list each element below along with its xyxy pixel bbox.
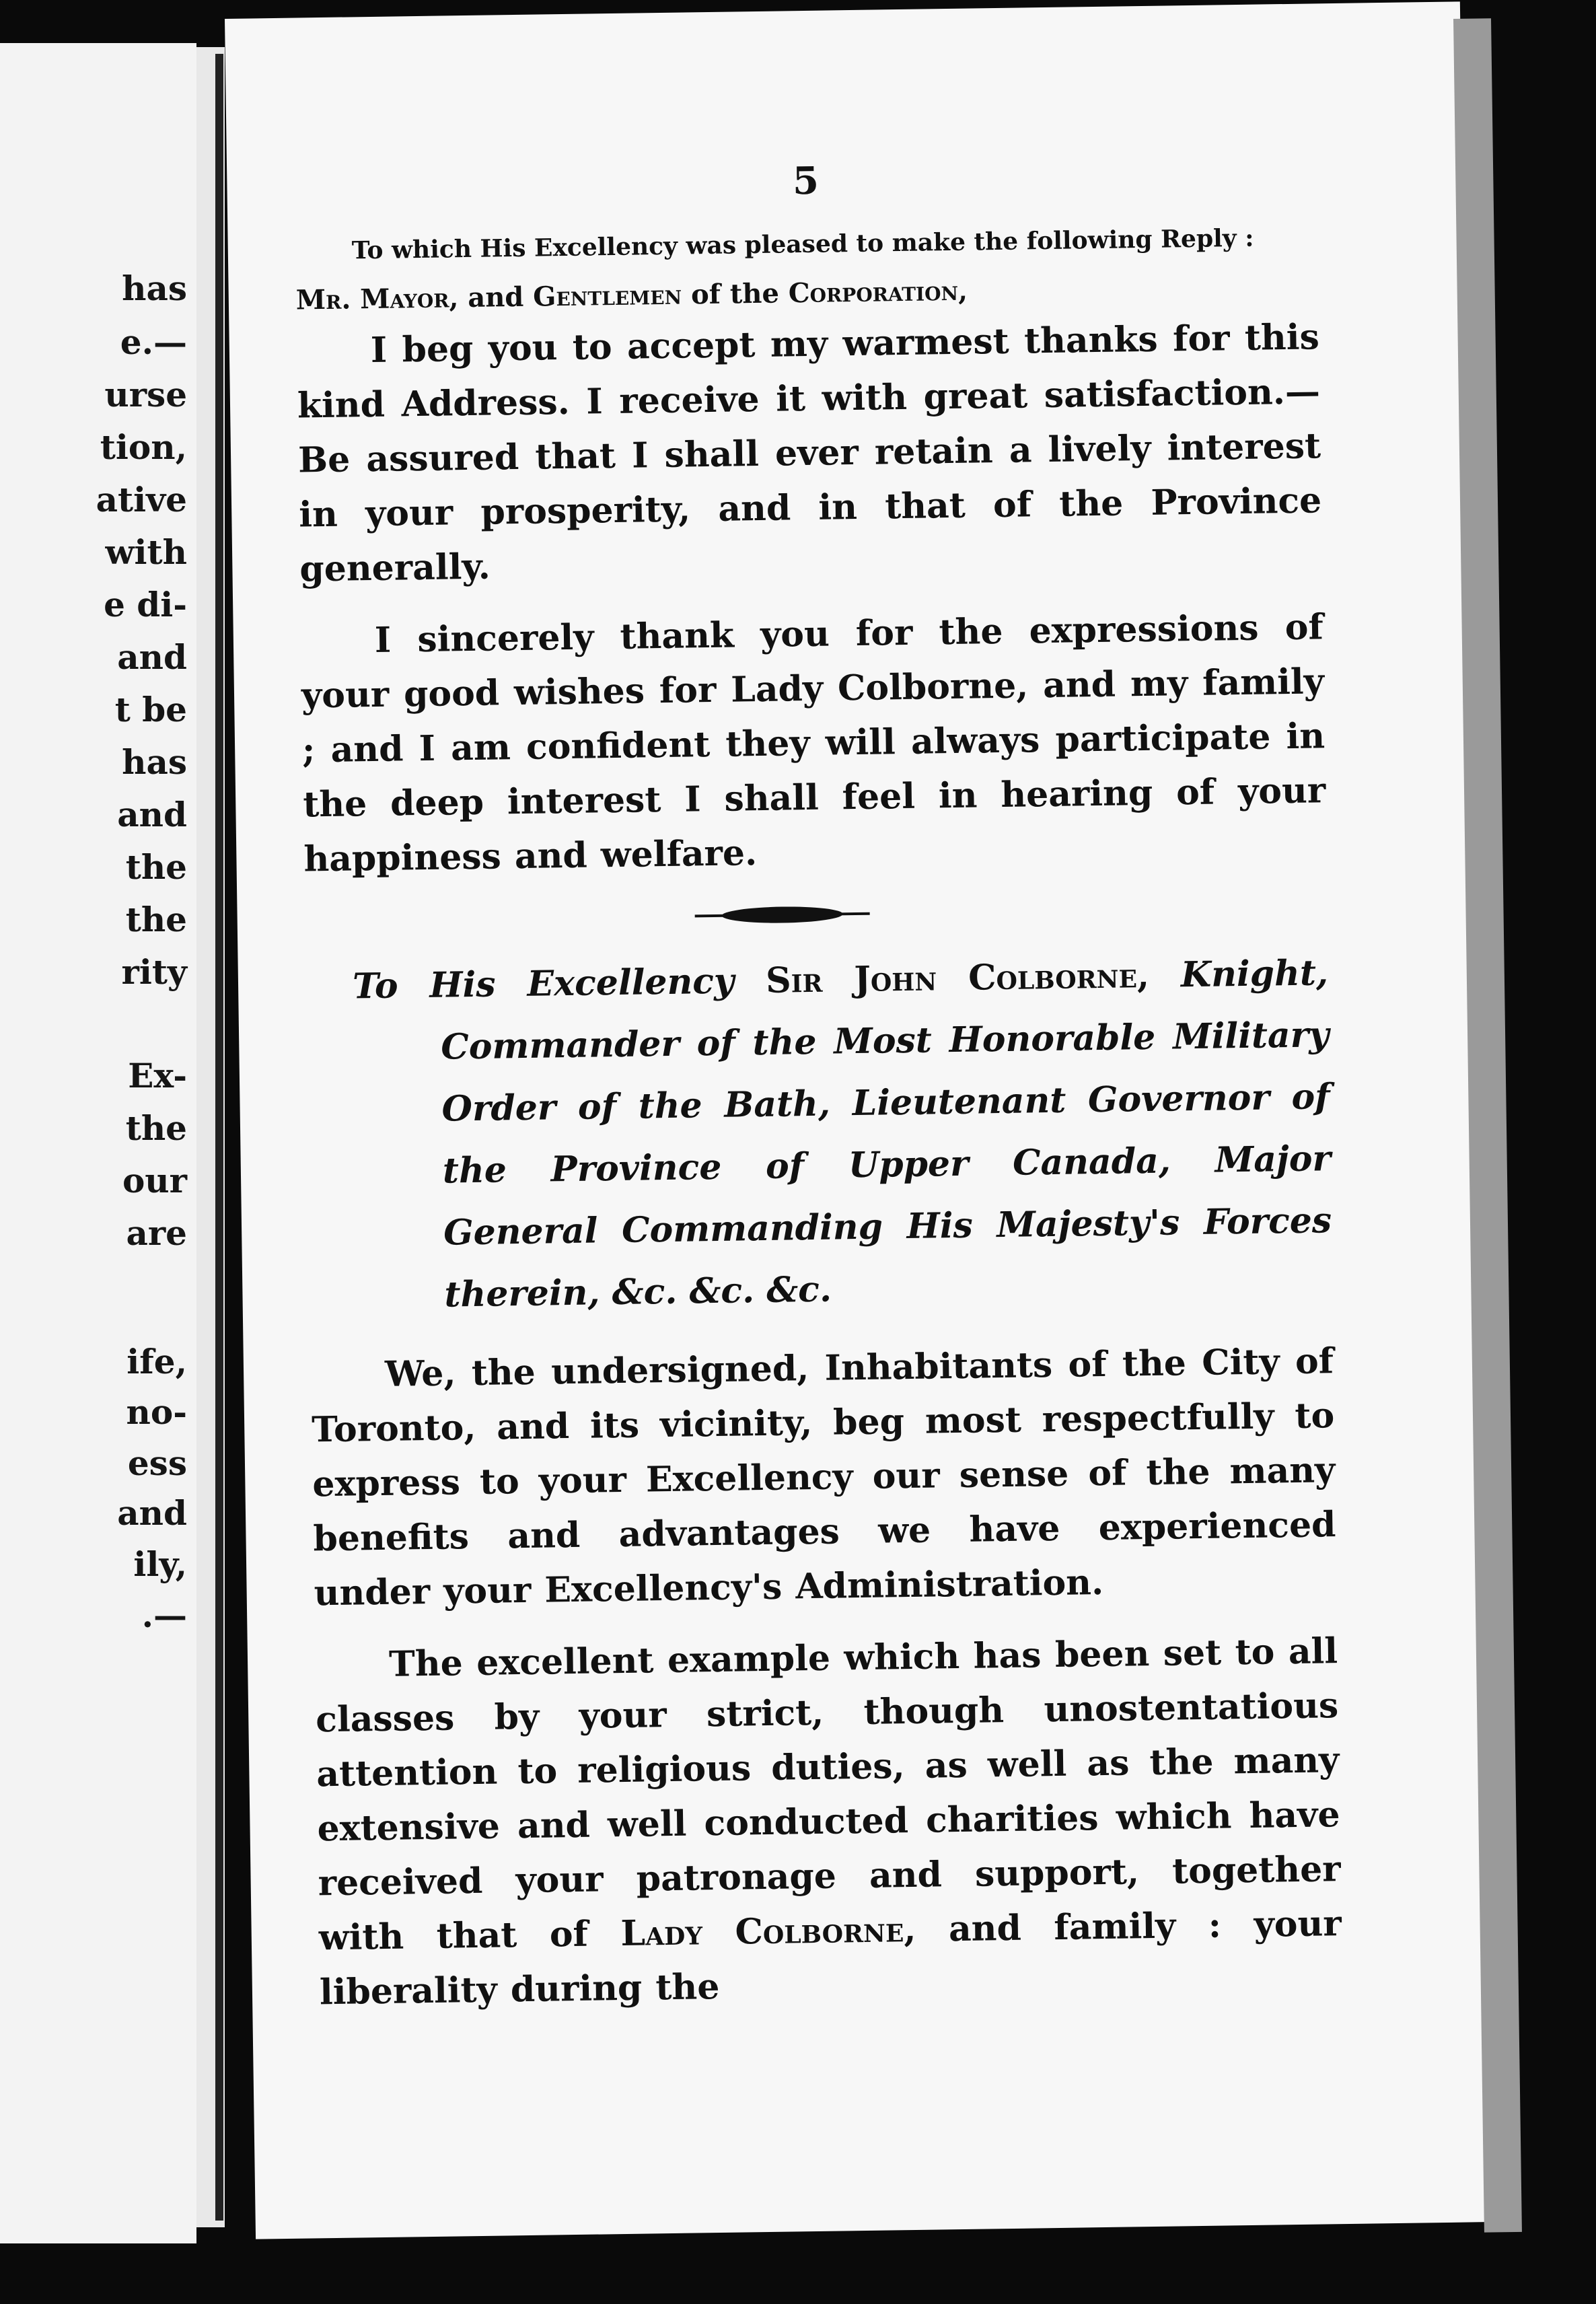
left-fragment: has bbox=[122, 742, 187, 782]
ornamental-divider bbox=[304, 880, 1328, 948]
gutter-shadow-line bbox=[215, 54, 223, 2221]
page-content bbox=[294, 151, 1342, 2019]
left-fragment: .— bbox=[141, 1595, 187, 1635]
left-fragment: ative bbox=[96, 480, 187, 519]
left-fragment: ily, bbox=[133, 1544, 187, 1584]
left-fragment: has bbox=[122, 268, 187, 308]
left-fragment: the bbox=[125, 1108, 187, 1148]
left-fragment: e.— bbox=[120, 322, 187, 362]
left-fragment: ife, bbox=[126, 1342, 187, 1381]
left-page bbox=[0, 43, 196, 2243]
address-paragraph bbox=[315, 1624, 1343, 2019]
left-fragment: rity bbox=[121, 952, 187, 992]
left-fragment: the bbox=[125, 900, 187, 939]
left-fragment: and bbox=[117, 637, 187, 677]
address-heading-to: To His Excellency bbox=[352, 960, 766, 1007]
address-heading-name: Sir John Colborne, bbox=[765, 954, 1150, 1001]
salutation bbox=[296, 270, 1319, 316]
reply-paragraph: I sincerely thank you for the expressions of your good wishes for Lady Colborne, and my family ; and I am confident they will always participate in the deep interest I shall feel in hearing of your happiness and welfare. bbox=[301, 606, 1326, 880]
left-fragment: e di- bbox=[104, 585, 187, 624]
address-heading bbox=[305, 942, 1333, 1328]
right-page bbox=[225, 1, 1491, 2239]
left-fragment: ess bbox=[127, 1443, 187, 1483]
left-fragment: our bbox=[122, 1161, 187, 1200]
address-paragraph: We, the undersigned, Inhabitants of the City of Toronto, and its vicinity, beg most respectfully to express to your Excellency our sense of the many benefits and advantages we have experienced under your Excellency's Administration. bbox=[311, 1340, 1336, 1614]
left-fragment: no- bbox=[126, 1392, 187, 1432]
lady-colborne-name: Lady Colborne, bbox=[620, 1908, 916, 1955]
reply-intro: To which His Excellency was pleased to make the following Reply : bbox=[351, 223, 1254, 265]
reply-paragraph: I beg you to accept my warmest thanks for this kind Address. I receive it with great satisfaction.—Be assured that I shall ever retain a lively interest in your prosperity, and in that of the Province generally. bbox=[297, 316, 1322, 590]
left-fragment: tion, bbox=[100, 427, 187, 467]
salutation-corporation: Corporation, bbox=[788, 275, 968, 310]
salutation-mr-mayor: Mr. Mayor, bbox=[295, 282, 459, 316]
left-fragment: are bbox=[126, 1213, 187, 1253]
salutation-of-the: of the bbox=[681, 277, 789, 311]
address-paragraph-text: The excellent example which has been set to all classes by your strict, though unostentatious attention to religious duties, as well as the many extensive and well conducted charities which have received your patronage and support, together with that of bbox=[315, 1630, 1341, 1959]
address-paragraph-text-end: and family : your liberality during the bbox=[319, 1903, 1342, 2013]
left-fragment: and bbox=[117, 795, 187, 834]
page-number: 5 bbox=[792, 158, 820, 204]
salutation-gentlemen: Gentlemen bbox=[532, 279, 682, 313]
left-fragment: Ex- bbox=[128, 1056, 187, 1095]
left-fragment: and bbox=[117, 1493, 187, 1533]
left-fragment: urse bbox=[104, 375, 187, 415]
left-fragment: the bbox=[125, 847, 187, 887]
salutation-and: and bbox=[458, 281, 534, 314]
divider-ornament bbox=[722, 906, 843, 924]
address-heading-titles: Knight, Commander of the Most Honorable Military Order of the Bath, Lieutenant Governor of the Province of Upper Canada, Major General Commanding His Majesty's Forces therein, &c. &c. &c. bbox=[440, 952, 1332, 1316]
left-fragment: t be bbox=[114, 690, 187, 729]
left-fragment: with bbox=[105, 532, 187, 572]
